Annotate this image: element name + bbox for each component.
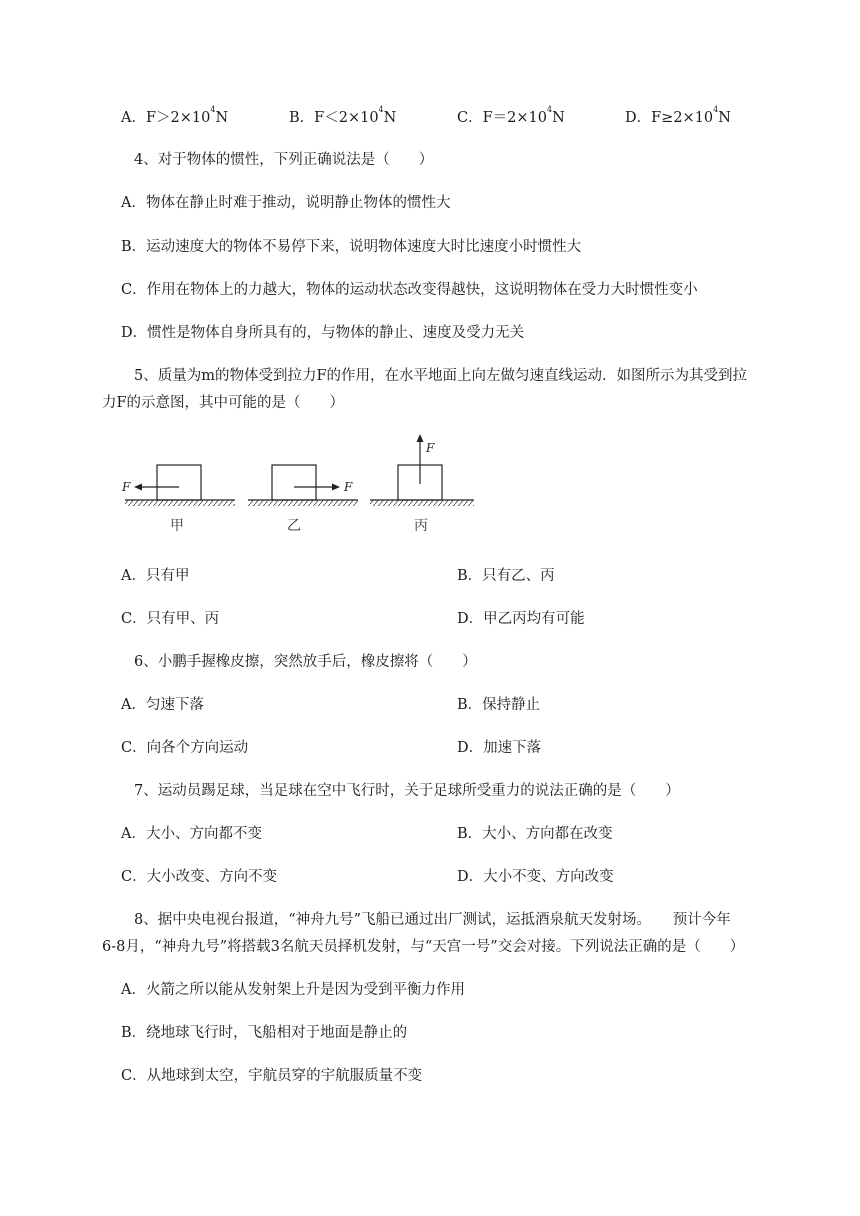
q5-option-a: A．只有甲 bbox=[121, 568, 190, 584]
q8-option-b: B．绕地球飞行时，飞船相对于地面是静止的 bbox=[121, 1025, 408, 1041]
q3-options-row bbox=[0, 106, 860, 126]
panel-label: 乙 bbox=[287, 518, 301, 532]
q5-option-b: B．只有乙、丙 bbox=[457, 568, 555, 584]
q5-stem-line2: 力F的示意图，其中可能的是（ ） bbox=[102, 395, 345, 411]
q7-option-c: C．大小改变、方向不变 bbox=[121, 869, 278, 885]
q5-option-d: D．甲乙丙均有可能 bbox=[457, 611, 585, 627]
ground-hatch bbox=[370, 500, 474, 506]
panel-label: 甲 bbox=[170, 518, 184, 532]
q5-option-c: C．只有甲、丙 bbox=[121, 611, 220, 627]
q5-force-diagram bbox=[120, 432, 480, 532]
q6-option-b: B．保持静止 bbox=[457, 697, 541, 713]
q6-option-d: D．加速下落 bbox=[457, 740, 542, 756]
panel-bing bbox=[370, 434, 474, 532]
arrow-head bbox=[134, 484, 142, 491]
panel-jia bbox=[121, 465, 235, 532]
q4-option-b: B．运动速度大的物体不易停下来，说明物体速度大时比速度小时惯性大 bbox=[121, 239, 582, 255]
q6-option-c: C．向各个方向运动 bbox=[121, 740, 249, 756]
q6-option-a: A．匀速下落 bbox=[121, 697, 204, 713]
q7-option-d: D．大小不变、方向改变 bbox=[457, 869, 614, 885]
force-label: F bbox=[344, 480, 353, 494]
q7-option-b: B．大小、方向都在改变 bbox=[457, 826, 613, 842]
q3-option-a: A．$F>2\times 10^4N$ bbox=[121, 105, 229, 126]
q8-option-a: A．火箭之所以能从发射架上升是因为受到平衡力作用 bbox=[121, 982, 465, 998]
q5-stem-line1: 5、质量为m的物体受到拉力F的作用，在水平地面上向左做匀速直线运动．如图所示为其受到拉 bbox=[134, 368, 748, 384]
block bbox=[272, 465, 316, 500]
q4-option-d: D．惯性是物体自身所具有的，与物体的静止、速度及受力无关 bbox=[121, 325, 525, 341]
panel-yi bbox=[248, 465, 358, 532]
q7-stem: 7、运动员踢足球，当足球在空中飞行时，关于足球所受重力的说法正确的是（ ） bbox=[134, 783, 680, 799]
arrow-head bbox=[332, 484, 340, 491]
q3-option-d: D．$F\ge 2\times 10^4N$ bbox=[625, 105, 731, 126]
force-label: F bbox=[122, 480, 131, 494]
q4-stem: 4、对于物体的惯性，下列正确说法是（ ） bbox=[134, 152, 434, 168]
ground-hatch bbox=[125, 500, 235, 506]
q8-option-c: C．从地球到太空，宇航员穿的宇航服质量不变 bbox=[121, 1068, 423, 1084]
q7-option-a: A．大小、方向都不变 bbox=[121, 826, 262, 842]
panel-label: 丙 bbox=[414, 518, 428, 532]
force-label: F bbox=[426, 441, 435, 455]
q8-stem-line2: 6-8月，“神舟九号”将搭载3名航天员择机发射，与“天宫一号”交会对接。下列说法正确的是（ ） bbox=[102, 939, 745, 955]
q3-option-b: B．$F<2\times 10^4N$ bbox=[289, 105, 397, 126]
q4-option-c: C．作用在物体上的力越大，物体的运动状态改变得越快，这说明物体在受力大时惯性变小 bbox=[121, 282, 698, 298]
q3-option-c: C．$F=2\times 10^4N$ bbox=[457, 105, 565, 126]
q8-stem-line1: 8、据中央电视台报道，“神舟九号”飞船已通过出厂测试，运抵酒泉航天发射场。 预计今年 bbox=[134, 912, 731, 928]
arrow-head bbox=[417, 434, 424, 442]
q6-stem: 6、小鹏手握橡皮擦，突然放手后，橡皮擦将（ ） bbox=[134, 654, 477, 670]
block bbox=[157, 465, 201, 500]
q4-option-a: A．物体在静止时难于推动，说明静止物体的惯性大 bbox=[121, 195, 451, 211]
ground-hatch bbox=[248, 500, 358, 506]
